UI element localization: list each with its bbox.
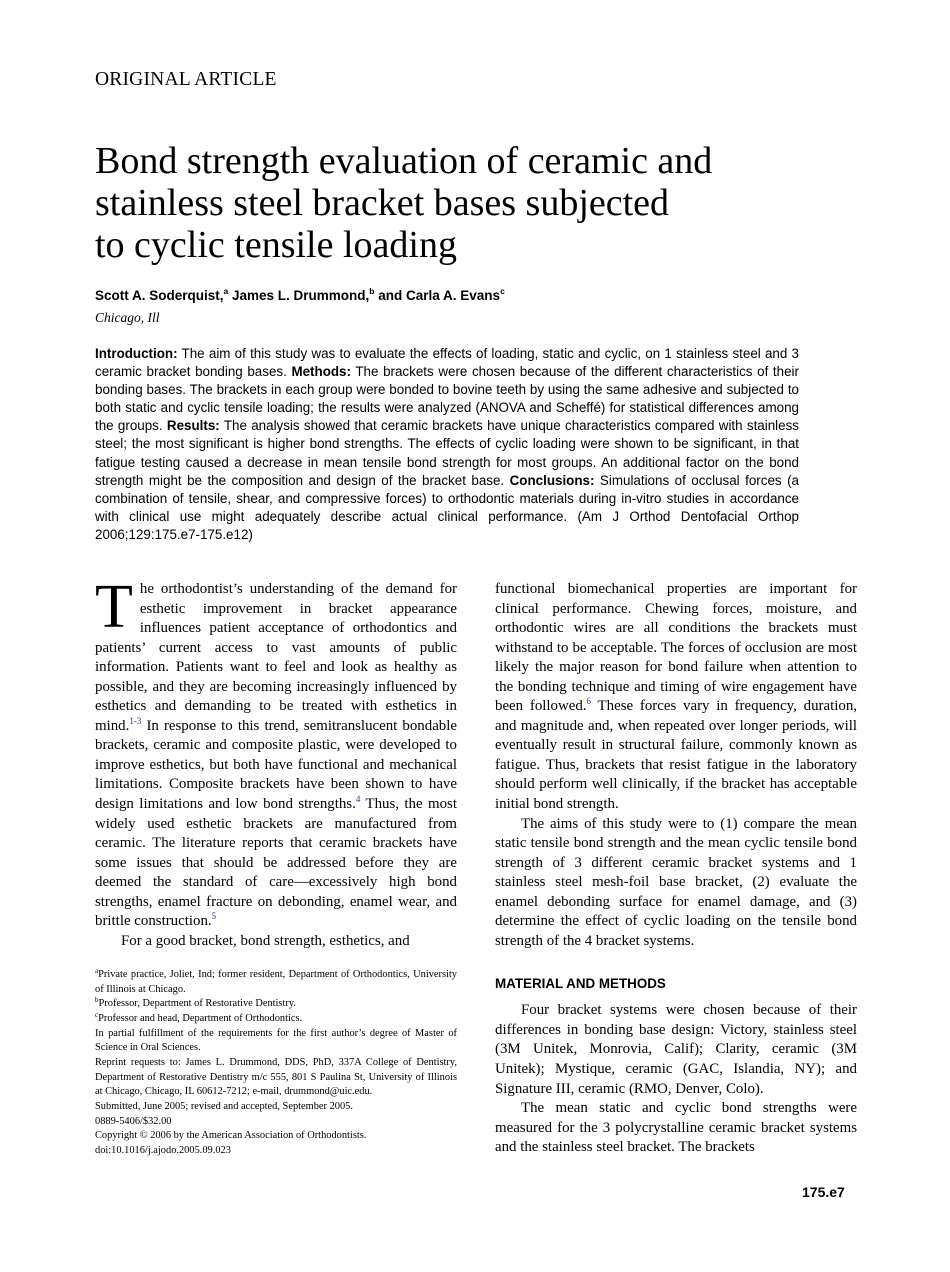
- abstract-results-text: The analysis showed that ceramic brackets have unique characteristics compared with stainless steel; the most significant is higher bond strengths. The effects of cyclic loading were shown to be significant, in that fatigue testing caused a decrease in mean tensile bond strength for most groups. An additional factor on the bond strength might be the composition and design of the bracket base.: [95, 418, 799, 488]
- footnote-mark: a: [95, 967, 99, 975]
- footnote: In partial fulfillment of the requirements for the first author’s degree of Master of Science in Oral Sciences.: [95, 1027, 457, 1054]
- author-location: Chicago, Ill: [95, 310, 160, 325]
- reference-link[interactable]: 1-3: [129, 715, 142, 726]
- footnote: [95, 1012, 457, 1027]
- body-text: he orthodontist’s understanding of the demand for esthetic improvement in bracket appearance influences patient acceptance of orthodontics and patients’ current access to vast amounts of public information. Patients want to feel and look as healthy as possible, and they are becoming increasingly influenced by esthetics and demanding to be treated with esthetics in mind.: [95, 581, 457, 734]
- body-paragraph: The mean static and cyclic bond strengths were measured for the 3 polycrystalline ceramic bracket systems and the stainless steel bracket. The brackets: [495, 1100, 857, 1156]
- abstract-conclusions-text: Simulations of occlusal forces (a combination of tensile, shear, and compressive forces) to orthodontic materials during in-vitro studies in accordance with clinical use might adequately describe actual clinical performance. (Am J Orthod Dentofacial Orthop 2006;129:175.e7-175.e12): [95, 472, 799, 542]
- author-1-affil-mark: a: [223, 286, 229, 296]
- reference-link[interactable]: 6: [586, 696, 592, 707]
- abstract-intro-label: Introduction:: [95, 346, 178, 361]
- author-2: James L. Drummond,: [228, 288, 370, 303]
- title-line-1: Bond strength evaluation of ceramic and: [95, 140, 713, 182]
- abstract-conclusions-label: Conclusions:: [509, 472, 595, 488]
- footnote: 0889-5406/$32.00: [95, 1115, 172, 1127]
- body-text: Thus, the most widely used esthetic brackets are manufactured from ceramic. The literature reports that ceramic brackets have some issues that should be addressed before they are deemed the standard of care—excessively high bond strengths, enamel fracture on debonding, enamel wear, and brittle construction.: [95, 796, 457, 930]
- body-column-right: [495, 580, 857, 1158]
- abstract: [95, 345, 799, 544]
- footnote: Submitted, June 2005; revised and accepted, September 2005.: [95, 1100, 353, 1112]
- reference-link[interactable]: 4: [355, 794, 361, 805]
- footnote: Reprint requests to: James L. Drummond, DDS, PhD, 337A College of Dentistry, Department of Restorative Dentistry m/c 555, 801 S Paulina St, University of Illinois at Chicago, Chicago, IL 60612-7212; e-mail, drummond@uic.edu.: [95, 1056, 457, 1098]
- body-column-left: [95, 573, 457, 951]
- footnote: doi:10.1016/j.ajodo.2005.09.023: [95, 1144, 231, 1156]
- footnote-text: Professor and head, Department of Orthodontics.: [98, 1012, 303, 1024]
- body-paragraph: [95, 573, 457, 932]
- footnote: [95, 997, 457, 1012]
- body-paragraph: Four bracket systems were chosen because of their differences in bonding base design: Victory, stainless steel (3M Unitek, Monrovia, Calif); Clarity, ceramic (3M Unitek); Mystique, ceramic (GAC, Islandia, NY); and Signature III, ceramic (RMO, Denver, Colo).: [495, 1002, 857, 1097]
- footnotes: [95, 968, 457, 1159]
- author-list: [95, 288, 505, 303]
- abstract-methods-text: The brackets were chosen because of the different characteristics of their bonding bases. The brackets in each group were bonded to bovine teeth by using the same adhesive and subjected to both static and cyclic tensile loading; the results were analyzed (ANOVA and Scheffé) for statistical differences among the groups.: [95, 364, 799, 434]
- footnote: Copyright © 2006 by the American Association of Orthodontists.: [95, 1130, 367, 1142]
- article-title: [95, 140, 855, 266]
- footnote-text: Private practice, Joliet, Ind; former resident, Department of Orthodontics, University of Illinois at Chicago.: [95, 969, 457, 995]
- author-3: and Carla A. Evans: [374, 288, 501, 303]
- author-2-affil-mark: b: [369, 286, 375, 296]
- body-text: These forces vary in frequency, duration, and magnitude and, when repeated over longer periods, will eventually result in structural failure, commonly known as fatigue. Thus, brackets that resist fatigue in the laboratory should perform well clinically, if the bracket has acceptable initial bond strength.: [495, 698, 857, 813]
- title-line-2: stainless steel bracket bases subjected: [95, 182, 670, 224]
- body-paragraph: The aims of this study were to (1) compare the mean static tensile bond strength and the mean cyclic tensile bond strength of 3 different ceramic bracket systems and 1 stainless steel mesh-foil base bracket, (2) evaluate the enamel debonding surface for enamel damage, and (3) determine the effect of cyclic loading on the tensile bond strength of the 4 bracket systems.: [495, 815, 857, 949]
- footnote: [95, 968, 457, 997]
- reference-link[interactable]: 5: [211, 911, 217, 922]
- body-paragraph: For a good bracket, bond strength, esthetics, and: [121, 932, 410, 949]
- section-heading: MATERIAL AND METHODS: [495, 976, 666, 992]
- drop-cap: T: [95, 573, 133, 641]
- body-text: In response to this trend, semitranslucent bondable brackets, ceramic and composite plastic, were developed to improve esthetics, but both have functional and mechanical limitations. Composite brackets have been shown to have design limitations and low bond strengths.: [95, 717, 457, 813]
- abstract-intro-text: The aim of this study was to evaluate the effects of loading, static and cyclic, on 1 stainless steel and 3 ceramic bracket bonding bases.: [95, 346, 799, 380]
- title-line-3: to cyclic tensile loading: [95, 224, 457, 266]
- abstract-methods-label: Methods:: [291, 364, 351, 380]
- author-3-affil-mark: c: [500, 286, 505, 296]
- abstract-results-label: Results:: [166, 418, 220, 434]
- footnote-mark: b: [95, 996, 99, 1005]
- page-number: 175.e7: [802, 1184, 845, 1200]
- footnote-mark: c: [95, 1010, 99, 1019]
- body-text: functional biomechanical properties are important for clinical performance. Chewing forces, moisture, and orthodontic wires are all conditions the brackets must withstand to be acceptable. The forces of occlusion are most likely the major reason for bond failure when attention to the bonding technique and timing of wire engagement have been followed.: [495, 581, 857, 715]
- section-label: ORIGINAL ARTICLE: [95, 69, 277, 90]
- author-1: Scott A. Soderquist,: [95, 288, 224, 303]
- body-paragraph: [495, 580, 857, 815]
- footnote-text: Professor, Department of Restorative Dentistry.: [98, 998, 296, 1010]
